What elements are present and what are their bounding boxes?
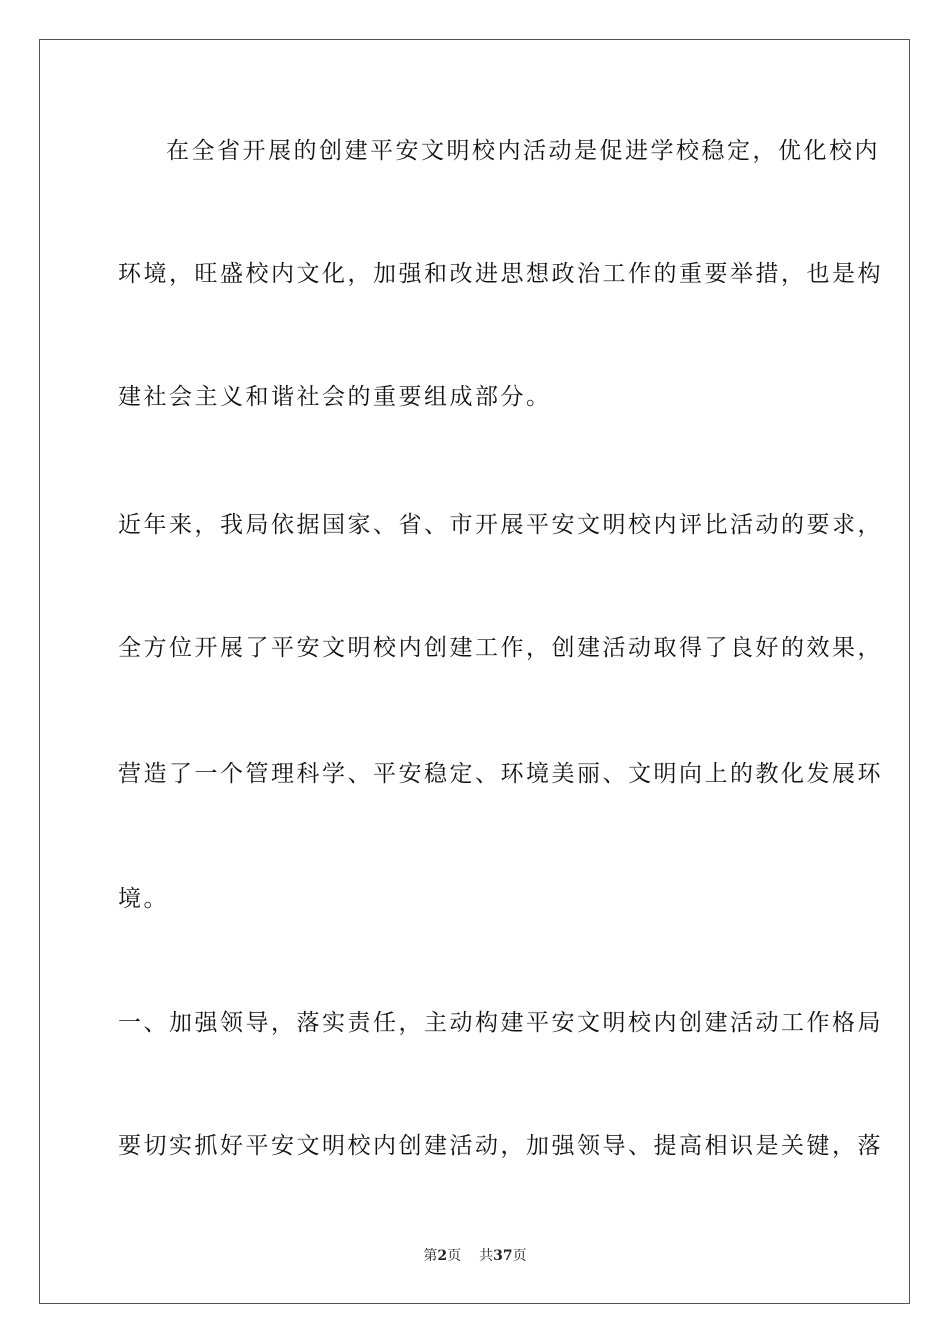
total-prefix: 共 bbox=[479, 1248, 494, 1264]
total-pages: 37 bbox=[493, 1248, 513, 1264]
total-suffix: 页 bbox=[512, 1248, 527, 1264]
text-line-9: 要切实抓好平安文明校内创建活动，加强领导、提高相识是关键，落 bbox=[118, 1133, 883, 1159]
page-suffix: 页 bbox=[447, 1248, 462, 1264]
text-line-5: 全方位开展了平安文明校内创建工作，创建活动取得了良好的效果， bbox=[118, 635, 883, 661]
text-line-6: 营造了一个管理科学、平安稳定、环境美丽、文明向上的教化发展环 bbox=[118, 761, 883, 787]
text-line-2: 环境，旺盛校内文化，加强和改进思想政治工作的重要举措，也是构 bbox=[118, 261, 883, 287]
text-line-3: 建社会主义和谐社会的重要组成部分。 bbox=[118, 384, 552, 410]
page-footer bbox=[0, 1247, 950, 1265]
text-line-7: 境。 bbox=[118, 886, 169, 912]
text-line-4: 近年来，我局依据国家、省、市开展平安文明校内评比活动的要求， bbox=[118, 512, 883, 538]
text-line-1: 在全省开展的创建平安文明校内活动是促进学校稳定，优化校内 bbox=[166, 138, 880, 164]
page-border bbox=[39, 39, 910, 1304]
page-prefix: 第 bbox=[423, 1248, 438, 1264]
page-number: 2 bbox=[437, 1248, 448, 1264]
text-line-8: 一、加强领导，落实责任，主动构建平安文明校内创建活动工作格局 bbox=[118, 1010, 883, 1036]
